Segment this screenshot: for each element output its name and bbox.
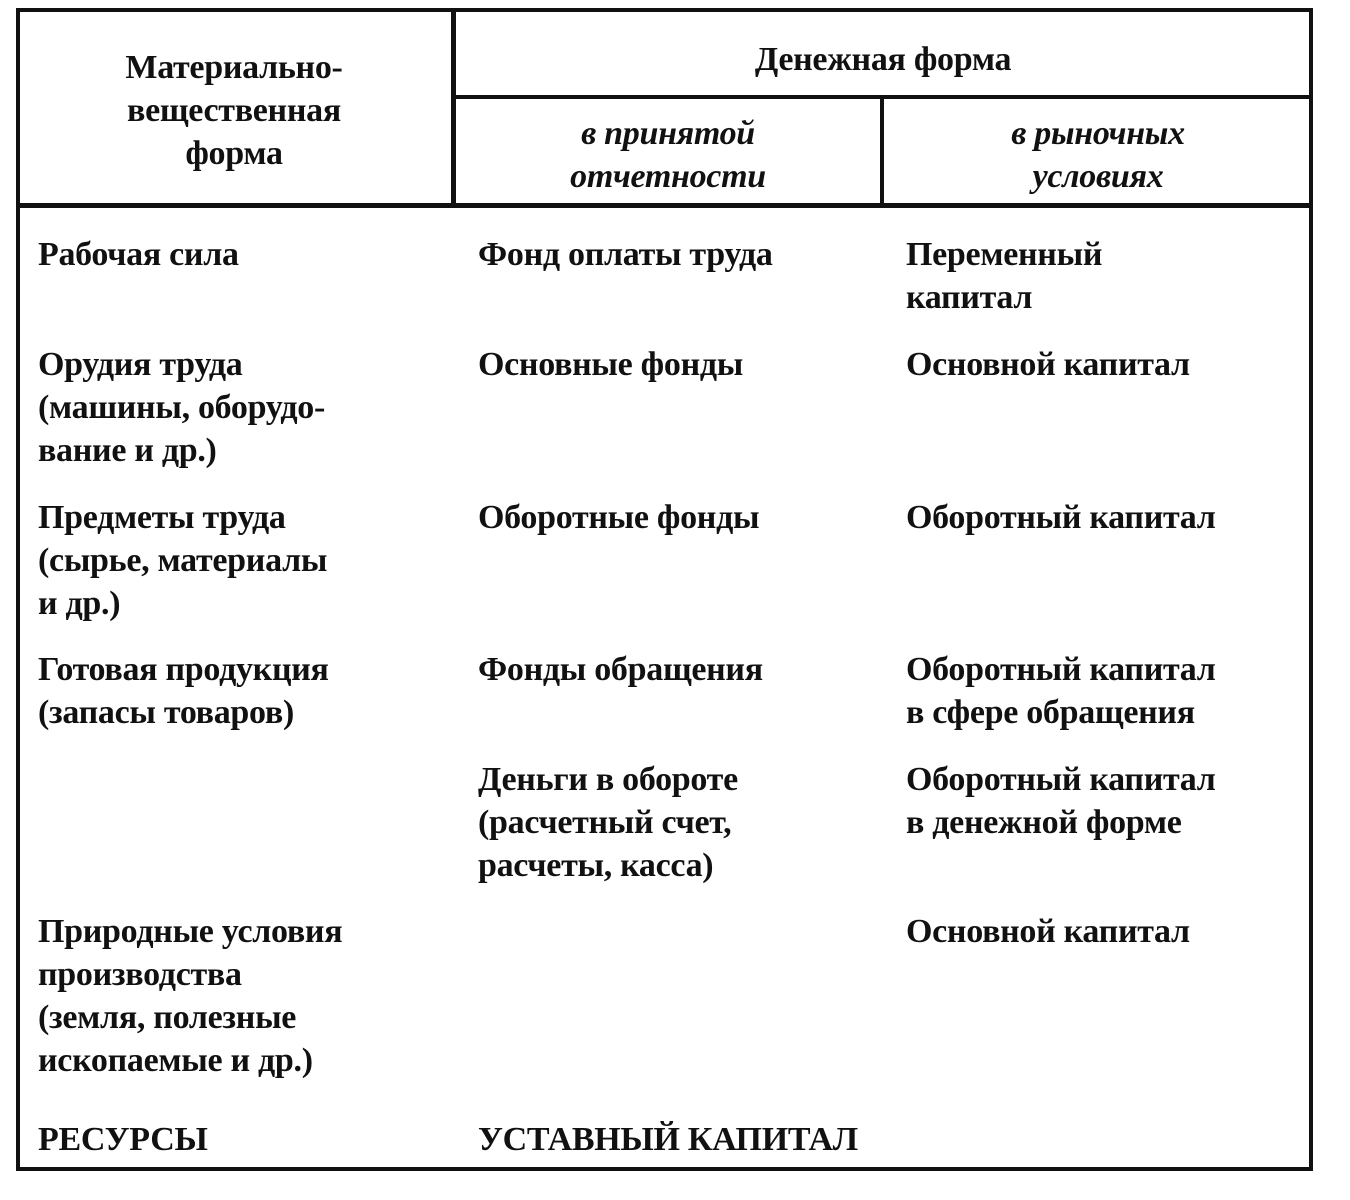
footer-resources: РЕСУРСЫ — [38, 1121, 208, 1158]
header-middle-divider — [880, 95, 884, 207]
row-1-market: Переменный капитал — [906, 236, 1103, 316]
row-2-market: Основной капитал — [906, 346, 1190, 383]
row-6-material: Природные условия производства (земля, полезные ископаемые и др.) — [38, 913, 343, 1079]
row-3-reporting: Оборотные фонды — [478, 499, 760, 536]
header-reporting: в принятой отчетности — [570, 115, 766, 195]
row-1-reporting: Фонд оплаты труда — [478, 236, 773, 273]
header-vertical-divider — [451, 8, 456, 207]
header-market: в рыночных условиях — [1011, 115, 1185, 195]
row-2-reporting: Основные фонды — [478, 346, 744, 383]
row-3-material: Предметы труда (сырье, материалы и др.) — [38, 499, 328, 622]
header-money-form: Денежная форма — [754, 41, 1012, 78]
row-2-material: Орудия труда (машины, оборудо- вание и др.) — [38, 346, 325, 469]
footer-authorized-capital: УСТАВНЫЙ КАПИТАЛ — [478, 1121, 858, 1158]
row-4-reporting: Фонды обращения — [478, 651, 763, 688]
row-4-market: Оборотный капитал в сфере обращения — [906, 651, 1216, 731]
row-5-market: Оборотный капитал в денежной форме — [906, 761, 1216, 841]
row-4-material: Готовая продукция (запасы товаров) — [38, 651, 329, 731]
row-3-market: Оборотный капитал — [906, 499, 1216, 536]
row-5-reporting: Деньги в обороте (расчетный счет, расчеты, касса) — [478, 761, 738, 884]
header-bottom-rule — [16, 203, 1313, 208]
row-6-market: Основной капитал — [906, 913, 1190, 950]
row-1-material: Рабочая сила — [38, 236, 239, 273]
header-material-form: Материально- вещественная форма — [125, 49, 343, 172]
